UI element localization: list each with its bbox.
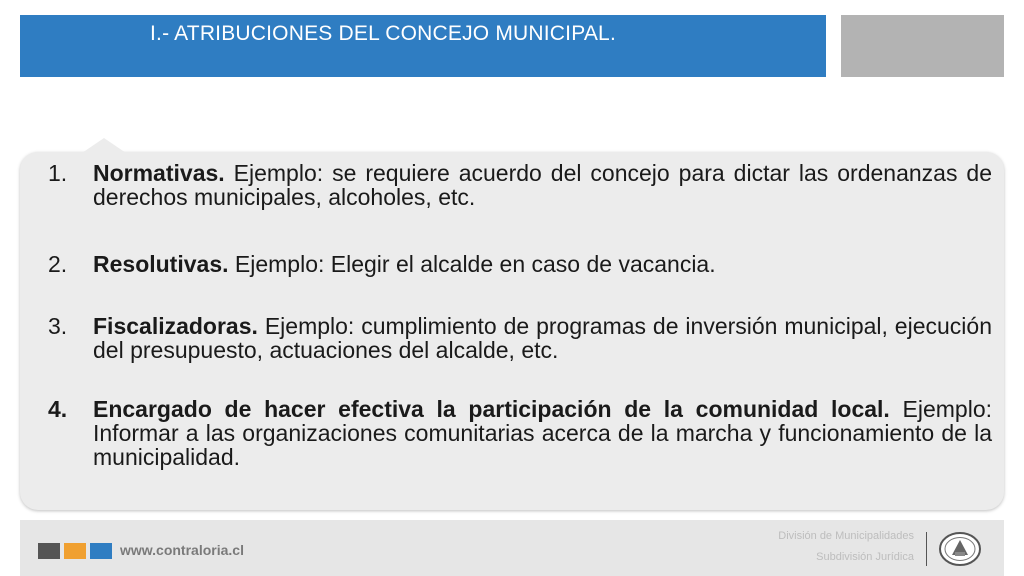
item-number: 4. bbox=[48, 396, 68, 422]
footer-square-blue bbox=[90, 543, 112, 559]
item-heading: Resolutivas. bbox=[93, 251, 229, 277]
item-text: Ejemplo: Informar a las organizaciones comunitarias acerca de la marcha y funcionamiento de la municipalidad. bbox=[93, 396, 993, 470]
list-item bbox=[48, 314, 992, 362]
footer-subdivision: Subdivisión Jurídica bbox=[816, 551, 914, 563]
item-heading: Fiscalizadoras. bbox=[93, 313, 258, 339]
footer-square-dark bbox=[38, 543, 60, 559]
item-text: Ejemplo: Elegir el alcalde en caso de vacancia. bbox=[228, 251, 716, 277]
footer-url-link[interactable]: www.contraloria.cl bbox=[120, 542, 244, 558]
item-number: 1. bbox=[48, 160, 68, 186]
footer-division: División de Municipalidades bbox=[778, 530, 914, 542]
item-number: 2. bbox=[48, 251, 68, 277]
item-number: 3. bbox=[48, 313, 68, 339]
list-item bbox=[48, 161, 992, 209]
contraloria-seal-icon bbox=[938, 531, 982, 567]
footer-divider bbox=[926, 532, 927, 566]
page-title: I.- ATRIBUCIONES DEL CONCEJO MUNICIPAL. bbox=[150, 22, 616, 45]
callout-notch bbox=[82, 138, 126, 153]
item-heading: Encargado de hacer efectiva la participación de la comunidad local. bbox=[93, 396, 890, 422]
list-item bbox=[48, 397, 992, 469]
item-heading: Normativas. bbox=[93, 160, 225, 186]
item-text: Ejemplo: se requiere acuerdo del concejo para dictar las ordenanzas de derechos municipales, alcoholes, etc. bbox=[93, 160, 992, 210]
list-item bbox=[48, 252, 992, 276]
footer-square-orange bbox=[64, 543, 86, 559]
header-decoration bbox=[841, 15, 1004, 77]
item-text: Ejemplo: cumplimiento de programas de inversión municipal, ejecución del presupuesto, actuaciones del alcalde, etc. bbox=[93, 313, 992, 363]
